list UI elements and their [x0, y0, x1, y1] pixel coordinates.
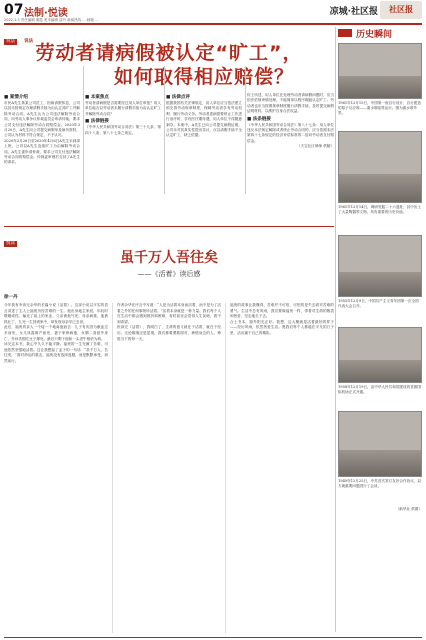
section-text: 2020年3月26日至2020年4月6日A先生未到岗上班，公司以A先生连续旷工为由解除劳动合同。A先生遂申请仲裁，要求公司支付违法解除劳动合同的赔偿金。仲裁委审理后支持了A先生的请求。 — [4, 138, 80, 165]
section-heading: ■ 法律点评 — [166, 95, 190, 100]
paragraph: 今年我有幸读完余华的长篇小说《活着》。这部小说以平实的语言讲述了主人公福贵历经苦难的一生。他出身地主家庭，年轻时嗜赌成性，输光了祖上的家业，父亲被他气死，母亲病重，他被抓壮丁，九死一生回到家中，却发现母亲早已去世。 — [4, 303, 108, 324]
paragraph: 读完这本书，我心中久久不能平静。福贵的一生充满了苦难，可他依然坚强地活着。这让我想起了孟子的一句话：“虽千万人，吾往矣。”面对命运的重击，福贵没有选择逃避，而是默默承受，坦然前行。 — [4, 342, 108, 363]
author-name: 徐一丹 — [4, 295, 18, 300]
book-review-article — [4, 229, 334, 636]
book-review-columns — [4, 303, 334, 633]
book-column-3 — [230, 303, 334, 633]
history-photo-3 — [338, 235, 422, 297]
history-caption-3: 1955年12月9日，中国共产主义青年团第一次全国代表大会召开。 — [338, 299, 419, 309]
section-text: 综上所述，用人单位在处理劳动者请病假问题时，应当依法依规审慎处理，不能简单以程序瑕疵认定旷工；劳动者也应当按照规章制度履行请假手续，及时提交病假证明材料，以维护自身合法权益。 — [247, 93, 334, 114]
book-column-divider — [225, 303, 226, 633]
paragraph: 合上书本，窗外阳光正好。我想，这大概就是活着最好的样子——经历风雨，依然热爱生活。愿我们每个人都能在平凡的日子里，活出属于自己的精彩。 — [230, 319, 334, 335]
history-photo-5 — [338, 411, 422, 477]
history-title: 历史瞬间 — [356, 30, 393, 40]
history-caption-1: 1961年12月15日，中国第一座自行设计、自行建造的原子反应堆——重水堆临界运行。图为重水堆外景。 — [338, 101, 421, 116]
page-number: 07 — [4, 2, 24, 18]
article-headline — [4, 41, 334, 89]
column-divider — [245, 66, 246, 194]
book-review-subtitle: ——《活着》读后感 — [137, 270, 201, 278]
column-divider — [83, 66, 84, 194]
history-caption-5: 1949年12月25日，中苏首次签订友好合作协议，双方就重要问题进行了会谈。 — [338, 479, 421, 489]
paragraph: 此后，福贵的亲人一个接一个地离他而去：儿子有庆因为献血过多而死，女儿凤霞难产而死，妻子家珍病逝，女婿二喜意外身亡，外孙苦根吃豆子撑死。最后只剩下他和一头老牛相依为命。 — [4, 325, 108, 341]
book-column-1 — [4, 303, 108, 633]
section-title: 法制·悦读 — [24, 8, 68, 19]
article-credit: （天宝社区律师 供稿） — [296, 144, 334, 149]
section-text: 《中华人民共和国劳动合同法》第三十九条、第四十八条、第八十七条之规定。 — [85, 125, 161, 135]
section-text: 根据我国有关法律规定，用人单位应当依法建立和完善劳动规章制度，保障劳动者享有劳动权利、履行劳动义务。劳动者患病需要停止工作进行治疗时，享有医疗期待遇，用人单位不得随意剥夺。本案中，A先生已向公司提交病假证明，公司未对其真实性提出异议，仅以请假手续不全认定旷工，缺乏依据。 — [166, 101, 242, 138]
masthead — [0, 0, 426, 20]
paragraph: 但读完《活着》，我明白了，生命的意义就在于活着，就在于经历。无论顺境还是逆境，我们都要勇敢面对，珍惜身边的人，珍惜当下的每一天。 — [117, 325, 221, 341]
section-heading: ■ 法律链接 — [85, 119, 109, 125]
footer-divider — [4, 637, 422, 638]
paper-name: 凉城·社区报 — [329, 7, 378, 17]
section-text: 劳动者请病假是否需要经过用人单位审批？用人单位能否以劳动者未履行请假手续为由认定旷工并解除劳动合同？ — [85, 101, 161, 116]
history-photo-4 — [338, 327, 422, 383]
tag-name: 说法 — [24, 39, 34, 44]
history-caption-4: 1958年12月19日，由中华人民共和国建设的首都国际机场正式开通。 — [338, 385, 421, 395]
right-column-divider — [335, 27, 336, 632]
history-photo-1 — [338, 43, 422, 99]
book-tag — [4, 229, 17, 248]
section-text: 《中华人民共和国劳动合同法》第八十七条：用人单位违反本法规定解除或者终止劳动合同的，应当依照本法第四十七条规定的经济补偿标准的二倍向劳动者支付赔偿金。 — [247, 122, 334, 143]
info-line: 2022.1.3 责任编辑 秦霞 美术编辑 邵丹 新闻热线 … 邮箱 … — [4, 18, 99, 22]
history-header — [338, 27, 422, 41]
paragraph: 福贵的故事让我懂得，苦难并不可怕，可怕的是失去面对苦难的勇气。生活中总有风雨，我们要像福贵一样，带着对生命的敬畏和热爱，坚定地走下去。 — [230, 303, 334, 319]
section-text: 市民A先生系某公司员工，因病请假休息，公司以其未按规定办理请假手续为由认定其旷工并解除劳动合同。A先生认为公司违法解除劳动合同，向劳动人事争议仲裁委员会申请仲裁，要求公司支付违法解除劳动合同赔偿金。2020年3月20日，A先生向公司提交病假单及病历资料，公司认为材料不符合规定，不予认可。 — [4, 101, 80, 138]
history-source: （新华社 供图） — [395, 507, 422, 511]
law-article — [4, 27, 334, 223]
headline-line-2: 如何取得相应赔偿？ — [113, 66, 294, 88]
book-column-2 — [117, 303, 221, 633]
history-column — [338, 27, 422, 527]
flag-icon — [338, 29, 352, 37]
section-heading: ■ 法条链接 — [247, 116, 271, 122]
paragraph: 作者余华在序言中写道：“人是为活着本身而活着，而不是为了活着之外的任何事物所活着。”活着本身就是一种力量。我们每个人在生活中都会遇到挫折和困难，有时甚至会觉得人生灰暗，看不到希望。 — [117, 303, 221, 324]
book-tag-label: 悦读 — [6, 241, 15, 246]
section-heading: ■ 本案焦点 — [85, 95, 109, 100]
history-caption-2: 1961年12月14日，调研发掘二十六遗址，其中出土了大量陶器等文物，具有重要的历史价值。 — [338, 205, 421, 215]
history-photo-2 — [338, 131, 422, 203]
section-heading: ■ 案情介绍 — [4, 95, 28, 100]
column-divider — [164, 66, 165, 194]
header-divider — [4, 23, 422, 25]
headline-line-1: 劳动者请病假被认定“旷工”， — [35, 42, 303, 64]
section-divider — [4, 226, 334, 227]
paper-logo: 社区报 — [380, 1, 422, 19]
book-review-title: 虽千万人吾往矣 — [120, 250, 218, 266]
tag-label: 说法 — [6, 39, 15, 44]
book-column-divider — [112, 303, 113, 633]
